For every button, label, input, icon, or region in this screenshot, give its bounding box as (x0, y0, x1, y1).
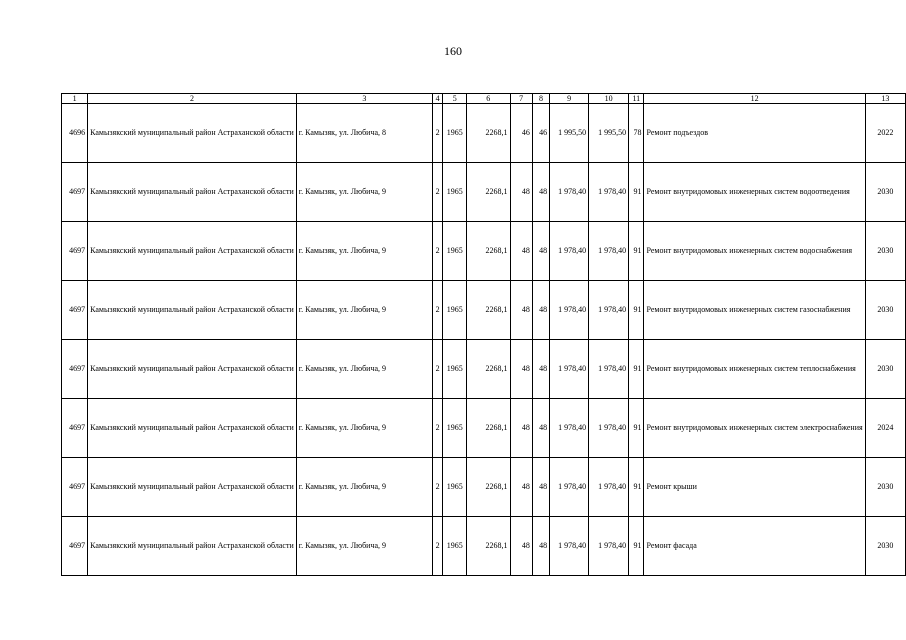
table-row (62, 104, 906, 163)
column-header: 2 (88, 94, 297, 104)
cell-col10: 1 978,40 (589, 399, 629, 458)
table-row (62, 517, 906, 576)
cell-col4: 2 (432, 281, 442, 340)
cell-col9: 1 978,40 (550, 281, 589, 340)
cell-area: 2268,1 (467, 163, 510, 222)
register-table (61, 93, 906, 576)
cell-col7: 48 (510, 399, 532, 458)
cell-col11: 91 (629, 163, 644, 222)
cell-col9: 1 978,40 (550, 458, 589, 517)
cell-col8: 46 (532, 104, 549, 163)
cell-col4: 2 (432, 104, 442, 163)
cell-area: 2268,1 (467, 104, 510, 163)
cell-col11: 91 (629, 399, 644, 458)
column-header: 12 (644, 94, 865, 104)
cell-area: 2268,1 (467, 517, 510, 576)
cell-col4: 2 (432, 458, 442, 517)
cell-col9: 1 995,50 (550, 104, 589, 163)
cell-district: Камызякский муниципальный район Астраханской области (88, 222, 297, 281)
cell-col8: 48 (532, 222, 549, 281)
cell-area: 2268,1 (467, 281, 510, 340)
cell-address: г. Камызяк, ул. Любича, 9 (296, 399, 432, 458)
cell-col10: 1 978,40 (589, 163, 629, 222)
cell-work-type: Ремонт фасада (644, 517, 865, 576)
cell-col7: 48 (510, 281, 532, 340)
cell-work-year: 2030 (865, 340, 905, 399)
cell-district: Камызякский муниципальный район Астраханской области (88, 104, 297, 163)
column-header: 1 (62, 94, 88, 104)
cell-number: 4696 (62, 104, 88, 163)
cell-address: г. Камызяк, ул. Любича, 9 (296, 517, 432, 576)
cell-col4: 2 (432, 222, 442, 281)
cell-work-year: 2030 (865, 517, 905, 576)
table-body (62, 94, 906, 576)
cell-col4: 2 (432, 340, 442, 399)
cell-col7: 46 (510, 104, 532, 163)
column-number-row (62, 94, 906, 104)
table-row (62, 163, 906, 222)
cell-year-built: 1965 (443, 104, 467, 163)
cell-work-type: Ремонт внутридомовых инженерных систем теплоснабжения (644, 340, 865, 399)
cell-col4: 2 (432, 517, 442, 576)
cell-work-year: 2022 (865, 104, 905, 163)
cell-col11: 91 (629, 340, 644, 399)
cell-district: Камызякский муниципальный район Астраханской области (88, 517, 297, 576)
cell-area: 2268,1 (467, 340, 510, 399)
cell-year-built: 1965 (443, 399, 467, 458)
cell-year-built: 1965 (443, 340, 467, 399)
cell-number: 4697 (62, 281, 88, 340)
cell-work-year: 2030 (865, 281, 905, 340)
cell-col4: 2 (432, 163, 442, 222)
cell-col8: 48 (532, 399, 549, 458)
cell-col8: 48 (532, 517, 549, 576)
cell-number: 4697 (62, 517, 88, 576)
cell-work-year: 2024 (865, 399, 905, 458)
cell-col4: 2 (432, 399, 442, 458)
table-row (62, 399, 906, 458)
cell-col8: 48 (532, 340, 549, 399)
table-row (62, 222, 906, 281)
cell-col8: 48 (532, 281, 549, 340)
column-header: 10 (589, 94, 629, 104)
cell-col9: 1 978,40 (550, 517, 589, 576)
cell-number: 4697 (62, 399, 88, 458)
cell-col10: 1 978,40 (589, 281, 629, 340)
cell-work-type: Ремонт внутридомовых инженерных систем водоснабжения (644, 222, 865, 281)
cell-year-built: 1965 (443, 222, 467, 281)
cell-col7: 48 (510, 517, 532, 576)
cell-work-type: Ремонт крыши (644, 458, 865, 517)
cell-col11: 91 (629, 281, 644, 340)
cell-col8: 48 (532, 163, 549, 222)
cell-work-year: 2030 (865, 222, 905, 281)
table-row (62, 281, 906, 340)
cell-year-built: 1965 (443, 281, 467, 340)
cell-number: 4697 (62, 458, 88, 517)
cell-work-type: Ремонт внутридомовых инженерных систем электроснабжения (644, 399, 865, 458)
cell-year-built: 1965 (443, 163, 467, 222)
cell-col11: 78 (629, 104, 644, 163)
cell-work-type: Ремонт внутридомовых инженерных систем водоотведения (644, 163, 865, 222)
cell-work-type: Ремонт подъездов (644, 104, 865, 163)
cell-address: г. Камызяк, ул. Любича, 9 (296, 458, 432, 517)
cell-col11: 91 (629, 458, 644, 517)
cell-col10: 1 995,50 (589, 104, 629, 163)
column-header: 7 (510, 94, 532, 104)
cell-address: г. Камызяк, ул. Любича, 9 (296, 163, 432, 222)
column-header: 5 (443, 94, 467, 104)
page-number: 160 (444, 44, 462, 58)
cell-district: Камызякский муниципальный район Астраханской области (88, 163, 297, 222)
cell-col10: 1 978,40 (589, 458, 629, 517)
cell-year-built: 1965 (443, 458, 467, 517)
column-header: 3 (296, 94, 432, 104)
cell-number: 4697 (62, 163, 88, 222)
cell-col9: 1 978,40 (550, 163, 589, 222)
cell-col8: 48 (532, 458, 549, 517)
cell-work-year: 2030 (865, 163, 905, 222)
cell-district: Камызякский муниципальный район Астраханской области (88, 399, 297, 458)
cell-area: 2268,1 (467, 222, 510, 281)
cell-col10: 1 978,40 (589, 517, 629, 576)
column-header: 6 (467, 94, 510, 104)
column-header: 8 (532, 94, 549, 104)
cell-col11: 91 (629, 517, 644, 576)
cell-district: Камызякский муниципальный район Астраханской области (88, 340, 297, 399)
cell-col9: 1 978,40 (550, 340, 589, 399)
cell-area: 2268,1 (467, 399, 510, 458)
cell-col7: 48 (510, 340, 532, 399)
cell-col11: 91 (629, 222, 644, 281)
cell-col10: 1 978,40 (589, 340, 629, 399)
cell-work-type: Ремонт внутридомовых инженерных систем газоснабжения (644, 281, 865, 340)
cell-address: г. Камызяк, ул. Любича, 9 (296, 281, 432, 340)
cell-area: 2268,1 (467, 458, 510, 517)
cell-col7: 48 (510, 222, 532, 281)
column-header: 13 (865, 94, 905, 104)
cell-address: г. Камызяк, ул. Любича, 9 (296, 222, 432, 281)
cell-year-built: 1965 (443, 517, 467, 576)
table-row (62, 458, 906, 517)
cell-col10: 1 978,40 (589, 222, 629, 281)
column-header: 9 (550, 94, 589, 104)
cell-number: 4697 (62, 340, 88, 399)
cell-number: 4697 (62, 222, 88, 281)
column-header: 11 (629, 94, 644, 104)
cell-district: Камызякский муниципальный район Астраханской области (88, 458, 297, 517)
cell-col7: 48 (510, 163, 532, 222)
cell-district: Камызякский муниципальный район Астраханской области (88, 281, 297, 340)
column-header: 4 (432, 94, 442, 104)
table-row (62, 340, 906, 399)
cell-work-year: 2030 (865, 458, 905, 517)
cell-col9: 1 978,40 (550, 399, 589, 458)
cell-address: г. Камызяк, ул. Любича, 8 (296, 104, 432, 163)
cell-col9: 1 978,40 (550, 222, 589, 281)
cell-col7: 48 (510, 458, 532, 517)
cell-address: г. Камызяк, ул. Любича, 9 (296, 340, 432, 399)
